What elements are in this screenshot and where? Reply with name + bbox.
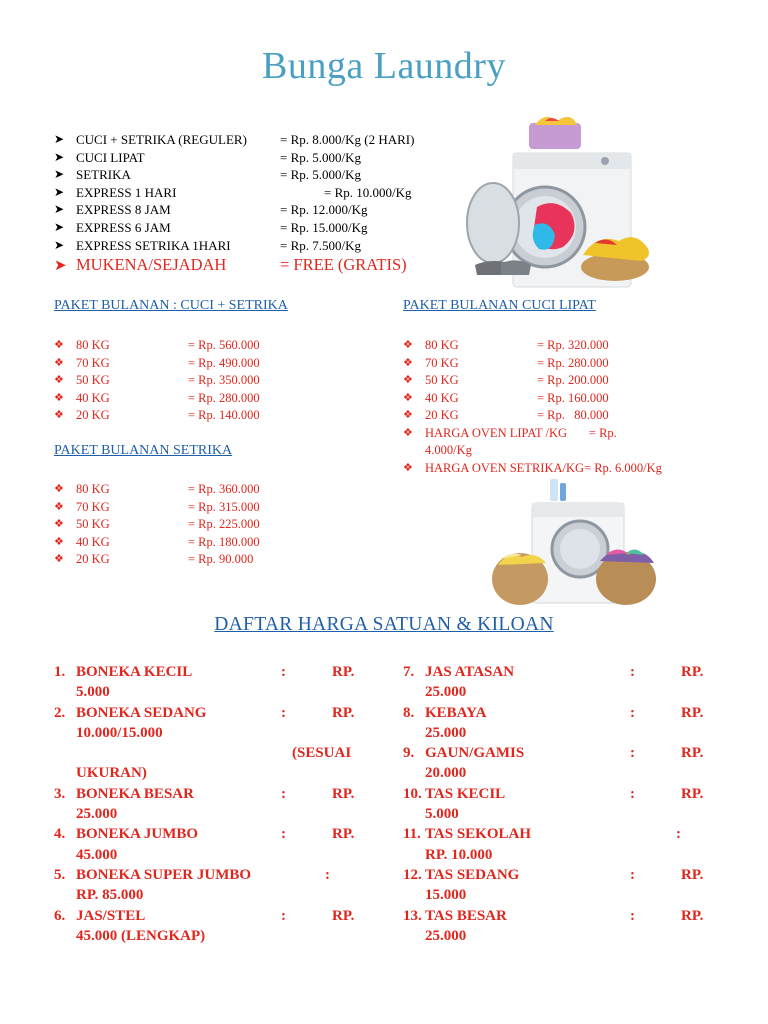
item-colon: :	[630, 907, 635, 924]
item-number: 4.	[54, 826, 66, 843]
item-name: TAS BESAR	[425, 907, 507, 924]
list-item	[54, 824, 360, 865]
diamond-bullet-icon: ❖	[54, 553, 64, 565]
kg-price: = Rp. 90.000	[188, 552, 254, 566]
diamond-bullet-icon: ❖	[403, 356, 413, 369]
item-name: BONEKA BESAR	[76, 785, 194, 802]
kg-label: 80 KG	[76, 338, 110, 352]
kg-label: 80 KG	[425, 338, 459, 352]
item-number: 6.	[54, 907, 66, 924]
list-item	[403, 703, 709, 744]
diamond-bullet-icon: ❖	[54, 518, 64, 530]
item-price: 5.000	[425, 806, 459, 823]
item-name: BONEKA JUMBO	[76, 826, 199, 843]
price-item-name: EXPRESS 6 JAM	[76, 219, 171, 235]
kg-label: 40 KG	[76, 534, 110, 549]
item-price: 15.000	[425, 887, 467, 904]
item-number: 1.	[54, 664, 66, 680]
free-item-name: MUKENA/SEJADAH	[76, 255, 227, 274]
list-item	[403, 355, 673, 373]
item-rp: RP.	[681, 866, 704, 883]
item-rp: RP.	[681, 907, 704, 924]
diamond-bullet-icon: ❖	[403, 461, 413, 474]
diamond-bullet-icon: ❖	[54, 535, 64, 548]
kg-price: = Rp. 180.000	[188, 534, 260, 549]
item-price: RP. 10.000	[425, 846, 493, 863]
arrow-bullet-icon: ➤	[54, 167, 65, 182]
kg-label: 50 KG	[76, 373, 110, 387]
section-heading: PAKET BULANAN : CUCI + SETRIKA	[54, 298, 288, 313]
kg-label: 80 KG	[76, 482, 110, 496]
kg-price: = Rp. 160.000	[537, 390, 609, 405]
page-title: Bunga Laundry	[262, 45, 506, 87]
item-number: 9.	[403, 745, 415, 762]
kg-price: = Rp. 140.000	[188, 408, 260, 422]
arrow-bullet-icon: ➤	[54, 149, 65, 164]
kg-label: 50 KG	[76, 517, 110, 531]
list-item	[54, 337, 354, 355]
diamond-bullet-icon: ❖	[403, 409, 413, 421]
item-colon: :	[630, 664, 635, 680]
item-number: 12.	[403, 866, 422, 883]
kg-price: = Rp. 315.000	[188, 499, 260, 514]
item-number: 7.	[403, 664, 415, 680]
item-colon: :	[630, 866, 635, 883]
kg-price: = Rp. 320.000	[537, 338, 609, 352]
price-item-value: = Rp. 12.000/Kg	[280, 202, 368, 218]
price-item-name: EXPRESS 8 JAM	[76, 202, 171, 218]
diamond-bullet-icon: ❖	[403, 339, 413, 351]
arrow-bullet-icon: ➤	[54, 258, 67, 274]
item-rp: RP.	[332, 907, 355, 924]
kg-label: 40 KG	[76, 390, 110, 405]
diamond-bullet-icon: ❖	[403, 426, 413, 439]
package-list	[54, 481, 354, 569]
list-item	[403, 865, 709, 906]
list-item	[403, 743, 709, 784]
item-number: 11.	[403, 826, 421, 843]
price-item	[54, 184, 474, 202]
diamond-bullet-icon: ❖	[54, 339, 64, 351]
price-item-name: EXPRESS SETRIKA 1HARI	[76, 237, 231, 253]
kg-label: 20 KG	[425, 408, 459, 422]
price-item-value: = Rp. 15.000/Kg	[280, 219, 368, 235]
list-item	[54, 865, 360, 906]
price-item-name: EXPRESS 1 HARI	[76, 184, 177, 200]
item-name: TAS SEDANG	[425, 866, 520, 883]
item-number: 2.	[54, 704, 66, 721]
item-note: (SESUAI	[292, 745, 352, 762]
kg-price: = Rp. 225.000	[188, 517, 260, 531]
oven-price-text: HARGA OVEN LIPAT /KG = Rp. 4.000/Kg	[425, 425, 620, 457]
item-name: KEBAYA	[425, 704, 487, 721]
price-item	[54, 149, 474, 167]
kg-price: = Rp. 80.000	[537, 408, 609, 422]
list-item	[54, 355, 354, 373]
list-item	[54, 534, 354, 552]
diamond-bullet-icon: ❖	[54, 391, 64, 404]
arrow-bullet-icon: ➤	[54, 237, 65, 252]
kg-label: 20 KG	[76, 408, 110, 422]
item-colon: :	[281, 704, 286, 721]
item-colon: :	[281, 826, 286, 843]
item-number: 5.	[54, 866, 66, 883]
list-item	[403, 662, 709, 703]
washing-machine-image	[455, 115, 665, 290]
item-list-left	[54, 662, 360, 946]
list-item	[403, 784, 709, 825]
item-colon: :	[630, 785, 635, 802]
diamond-bullet-icon: ❖	[54, 483, 64, 495]
list-item	[403, 906, 709, 947]
list-item	[403, 407, 673, 425]
price-list	[54, 131, 474, 254]
price-item	[54, 166, 474, 184]
kg-label: 70 KG	[76, 355, 110, 370]
list-item	[403, 337, 673, 355]
kg-price: = Rp. 350.000	[188, 373, 260, 387]
kg-label: 40 KG	[425, 390, 459, 405]
item-name: BONEKA KECIL	[76, 664, 193, 680]
list-item	[403, 824, 709, 865]
list-item	[54, 516, 354, 534]
item-name: JAS ATASAN	[425, 664, 515, 680]
item-note: UKURAN)	[76, 765, 147, 782]
item-rp: RP.	[681, 704, 704, 721]
item-colon: :	[676, 826, 681, 843]
price-item-name: SETRIKA	[76, 167, 131, 183]
kg-price: = Rp. 560.000	[188, 338, 260, 352]
kg-price: = Rp. 200.000	[537, 373, 609, 387]
list-item	[403, 390, 673, 408]
diamond-bullet-icon: ❖	[403, 374, 413, 386]
item-colon: :	[630, 704, 635, 721]
item-price: 20.000	[425, 765, 467, 782]
item-colon: :	[281, 907, 286, 924]
item-number: 13.	[403, 907, 422, 924]
item-name: BONEKA SEDANG	[76, 704, 207, 721]
item-rp: RP.	[332, 826, 355, 843]
diamond-bullet-icon: ❖	[54, 374, 64, 386]
item-price: 25.000	[425, 684, 467, 701]
price-item	[54, 219, 474, 237]
diamond-bullet-icon: ❖	[54, 356, 64, 369]
arrow-bullet-icon: ➤	[54, 219, 65, 234]
item-number: 10.	[403, 785, 422, 802]
list-item	[403, 425, 665, 460]
item-name: JAS/STEL	[76, 907, 146, 924]
arrow-bullet-icon: ➤	[54, 184, 65, 199]
kg-price: = Rp. 490.000	[188, 355, 260, 370]
arrow-bullet-icon: ➤	[54, 132, 65, 146]
item-price: RP. 85.000	[76, 887, 144, 904]
item-rp: RP.	[332, 704, 355, 721]
kg-label: 70 KG	[425, 355, 459, 370]
item-price: 10.000/15.000	[76, 724, 163, 741]
package-list	[403, 337, 673, 477]
section-title: DAFTAR HARGA SATUAN & KILOAN	[214, 614, 554, 635]
price-item-name: CUCI LIPAT	[76, 149, 145, 165]
list-item	[54, 662, 360, 703]
kg-label: 70 KG	[76, 499, 110, 514]
item-list-right	[403, 662, 709, 946]
item-price: 25.000	[76, 806, 118, 823]
item-rp: RP.	[681, 785, 704, 802]
kg-price: = Rp. 280.000	[537, 355, 609, 370]
item-number: 8.	[403, 704, 415, 721]
item-name: TAS KECIL	[425, 785, 506, 802]
item-price: 5.000	[76, 684, 110, 701]
list-item	[54, 703, 360, 784]
price-item	[54, 237, 474, 255]
item-name: TAS SEKOLAH	[425, 826, 532, 843]
price-item	[54, 131, 474, 149]
price-item-value: = Rp. 5.000/Kg	[280, 167, 362, 183]
item-price: 45.000	[76, 846, 118, 863]
package-list	[54, 337, 354, 425]
kg-price: = Rp. 280.000	[188, 390, 260, 405]
section-heading: PAKET BULANAN CUCI LIPAT	[403, 298, 596, 313]
price-item-value: = Rp. 5.000/Kg	[280, 149, 362, 165]
section-heading: PAKET BULANAN SETRIKA	[54, 443, 233, 458]
list-item	[54, 906, 360, 947]
list-item	[54, 481, 354, 499]
price-item-value: = Rp. 8.000/Kg (2 HARI)	[280, 132, 415, 147]
free-item	[54, 255, 474, 277]
item-price: 25.000	[425, 927, 467, 944]
item-rp: RP.	[681, 664, 704, 680]
item-name: GAUN/GAMIS	[425, 745, 525, 762]
kg-label: 20 KG	[76, 552, 110, 566]
list-item	[54, 390, 354, 408]
diamond-bullet-icon: ❖	[54, 409, 64, 421]
list-item	[54, 499, 354, 517]
item-rp: RP.	[332, 664, 355, 680]
price-item-name: CUCI + SETRIKA (REGULER)	[76, 132, 247, 147]
list-item	[54, 784, 360, 825]
kg-price: = Rp. 360.000	[188, 482, 260, 496]
item-price: 45.000 (LENGKAP)	[76, 927, 206, 944]
diamond-bullet-icon: ❖	[54, 500, 64, 513]
kg-label: 50 KG	[425, 373, 459, 387]
price-item-value: = Rp. 7.500/Kg	[280, 237, 362, 253]
item-number: 3.	[54, 785, 66, 802]
item-price: 25.000	[425, 724, 467, 741]
free-item-value: = FREE (GRATIS)	[280, 255, 407, 274]
list-item	[54, 407, 354, 425]
list-item	[54, 551, 354, 569]
item-rp: RP.	[332, 785, 355, 802]
item-name: BONEKA SUPER JUMBO	[76, 866, 252, 883]
list-item	[54, 372, 354, 390]
diamond-bullet-icon: ❖	[403, 391, 413, 404]
list-item	[403, 372, 673, 390]
price-item-value: = Rp. 10.000/Kg	[324, 184, 412, 200]
item-colon: :	[281, 785, 286, 802]
arrow-bullet-icon: ➤	[54, 202, 65, 217]
item-colon: :	[325, 866, 330, 883]
oven-price-text: HARGA OVEN SETRIKA/KG= Rp. 6.000/Kg	[425, 460, 662, 475]
laundry-baskets-image	[488, 475, 668, 610]
item-colon: :	[630, 745, 635, 762]
item-rp: RP.	[681, 745, 704, 762]
item-colon: :	[281, 664, 286, 680]
price-item	[54, 201, 474, 219]
